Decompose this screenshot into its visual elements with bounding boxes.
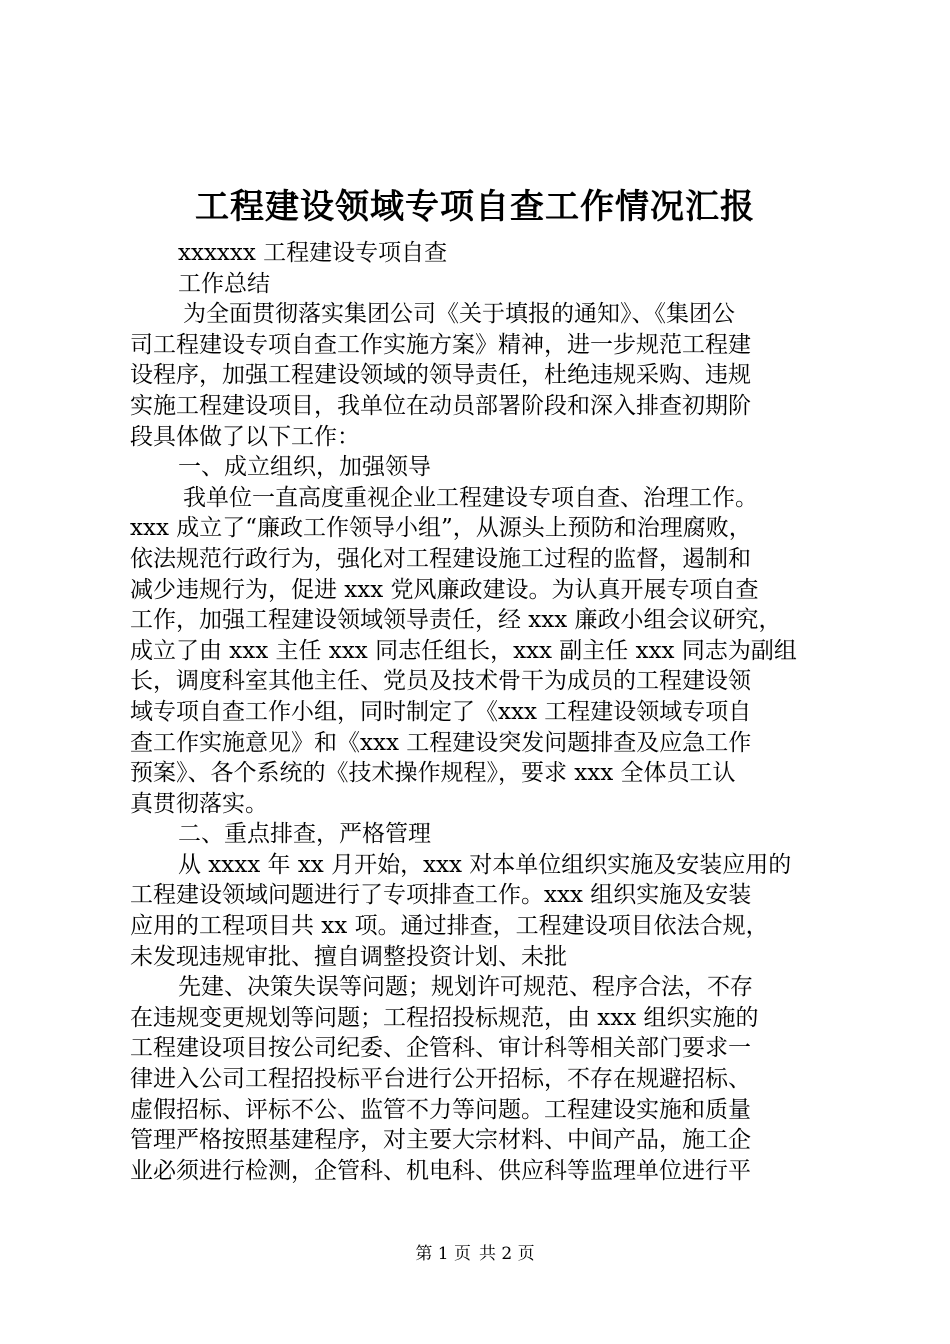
paragraph-line: 真贯彻落实。 [130,790,268,817]
paragraph-line: 长，调度科室其他主任、党员及技术骨干为成员的工程建设领 [130,668,751,695]
paragraph-line: 应用的工程项目共 xx 项。通过排查，工程建设项目依法合规， [130,913,769,940]
paragraph-line: 减少违规行为，促进 xxx 党风廉政建设。为认真开展专项自查 [130,576,759,603]
document-title: 工程建设领域专项自查工作情况汇报 [195,187,755,227]
subtitle-line: xxxxxx 工程建设专项自查 [178,240,448,266]
document-body [130,238,830,1186]
paragraph-line: 设程序，加强工程建设领域的领导责任，杜绝违规采购、违规 [130,362,751,389]
paragraph-line: 律进入公司工程招投标平台进行公开招标，不存在规避招标、 [130,1066,751,1093]
paragraph-line: 工程建设项目按公司纪委、企管科、审计科等相关部门要求一 [130,1035,751,1062]
paragraph-line: 业必须进行检测，企管科、机电科、供应科等监理单位进行平 [130,1157,751,1184]
paragraph-line: 预案》、各个系统的《技术操作规程》，要求 xxx 全体员工认 [130,760,736,787]
page-footer [0,1243,950,1265]
page-number-total: 共 2 页 [479,1244,535,1264]
page-number-current: 第 1 页 [415,1244,471,1264]
paragraph-line: 成立了由 xxx 主任 xxx 同志任组长，xxx 副主任 xxx 同志为副组 [130,637,797,664]
section-heading: 二、重点排查，严格管理 [178,821,431,848]
paragraph-line: 工程建设领域问题进行了专项排查工作。xxx 组织实施及安装 [130,882,752,909]
paragraph-line: xxx 成立了“廉政工作领导小组”，从源头上预防和治理腐败， [130,515,752,542]
paragraph-line: 查工作实施意见》和《xxx 工程建设突发问题排查及应急工作 [130,729,752,756]
paragraph-line: 在违规变更规划等问题；工程招投标规范，由 xxx 组织实施的 [130,1004,759,1031]
paragraph-line: 域专项自查工作小组，同时制定了《xxx 工程建设领域专项自 [130,698,752,725]
paragraph-line: 先建、决策失误等问题；规划许可规范、程序合法，不存 [178,974,753,1001]
paragraph-line: 依法规范行政行为，强化对工程建设施工过程的监督，遏制和 [130,545,751,572]
section-heading: 一、成立组织，加强领导 [178,454,431,481]
paragraph-line: 为全面贯彻落实集团公司《关于填报的通知》、《集团公 [183,301,735,328]
paragraph-line: 未发现违规审批、擅自调整投资计划、未批 [130,943,567,970]
paragraph-line: 司工程建设专项自查工作实施方案》精神，进一步规范工程建 [130,331,751,358]
subtitle-line: 工作总结 [178,270,270,297]
paragraph-line: 管理严格按照基建程序，对主要大宗材料、中间产品，施工企 [130,1127,751,1154]
paragraph-line: 段具体做了以下工作： [130,423,360,450]
paragraph-line: 实施工程建设项目，我单位在动员部署阶段和深入排查初期阶 [130,392,751,419]
paragraph-line: 我单位一直高度重视企业工程建设专项自查、治理工作。 [183,484,758,511]
paragraph-line: 从 xxxx 年 xx 月开始，xxx 对本单位组织实施及安装应用的 [178,851,792,878]
paragraph-line: 工作，加强工程建设领域领导责任，经 xxx 廉政小组会议研究， [130,607,782,634]
paragraph-line: 虚假招标、评标不公、监管不力等问题。工程建设实施和质量 [130,1096,751,1123]
